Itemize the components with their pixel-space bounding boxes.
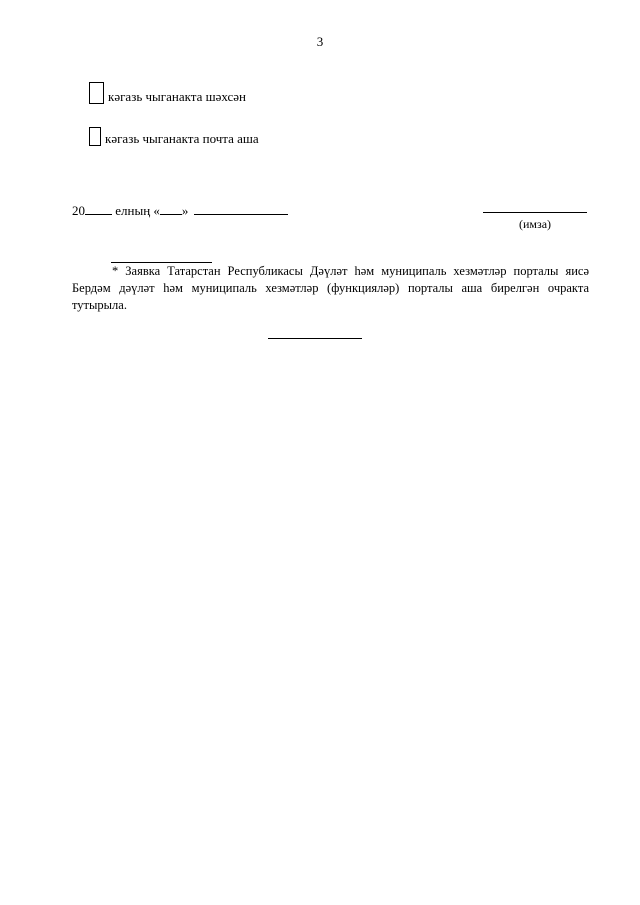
- option-label-by-mail: кәгазь чыганакта почта аша: [105, 131, 259, 146]
- day-blank[interactable]: [160, 201, 182, 215]
- quote-open: «: [153, 203, 160, 218]
- quote-close: »: [181, 203, 189, 218]
- signature-caption: (имза): [518, 217, 552, 231]
- year-blank[interactable]: [85, 201, 112, 215]
- option-paper-by-mail[interactable]: [89, 127, 259, 146]
- footnote-text: * Заявка Татарстан Республикасы Дәүләт һәм муниципаль хезмәтләр порталы яисә Бердәм дәүләт һәм муниципаль хезмәтләр (функцияләр) порталы аша бирелгән очракта тутырыла.: [72, 264, 589, 312]
- end-separator: [268, 338, 362, 339]
- date-line: [72, 201, 288, 219]
- page-number: 3: [316, 34, 324, 49]
- month-blank[interactable]: [194, 201, 288, 215]
- year-word: елның: [115, 203, 151, 218]
- option-label-in-person: кәгазь чыганакта шәхсән: [108, 89, 247, 104]
- signature-line[interactable]: [483, 212, 587, 213]
- option-paper-in-person[interactable]: [89, 82, 246, 104]
- checkbox-paper-in-person[interactable]: [89, 82, 104, 104]
- checkbox-paper-by-mail[interactable]: [89, 127, 101, 146]
- year-prefix: 20: [72, 203, 85, 218]
